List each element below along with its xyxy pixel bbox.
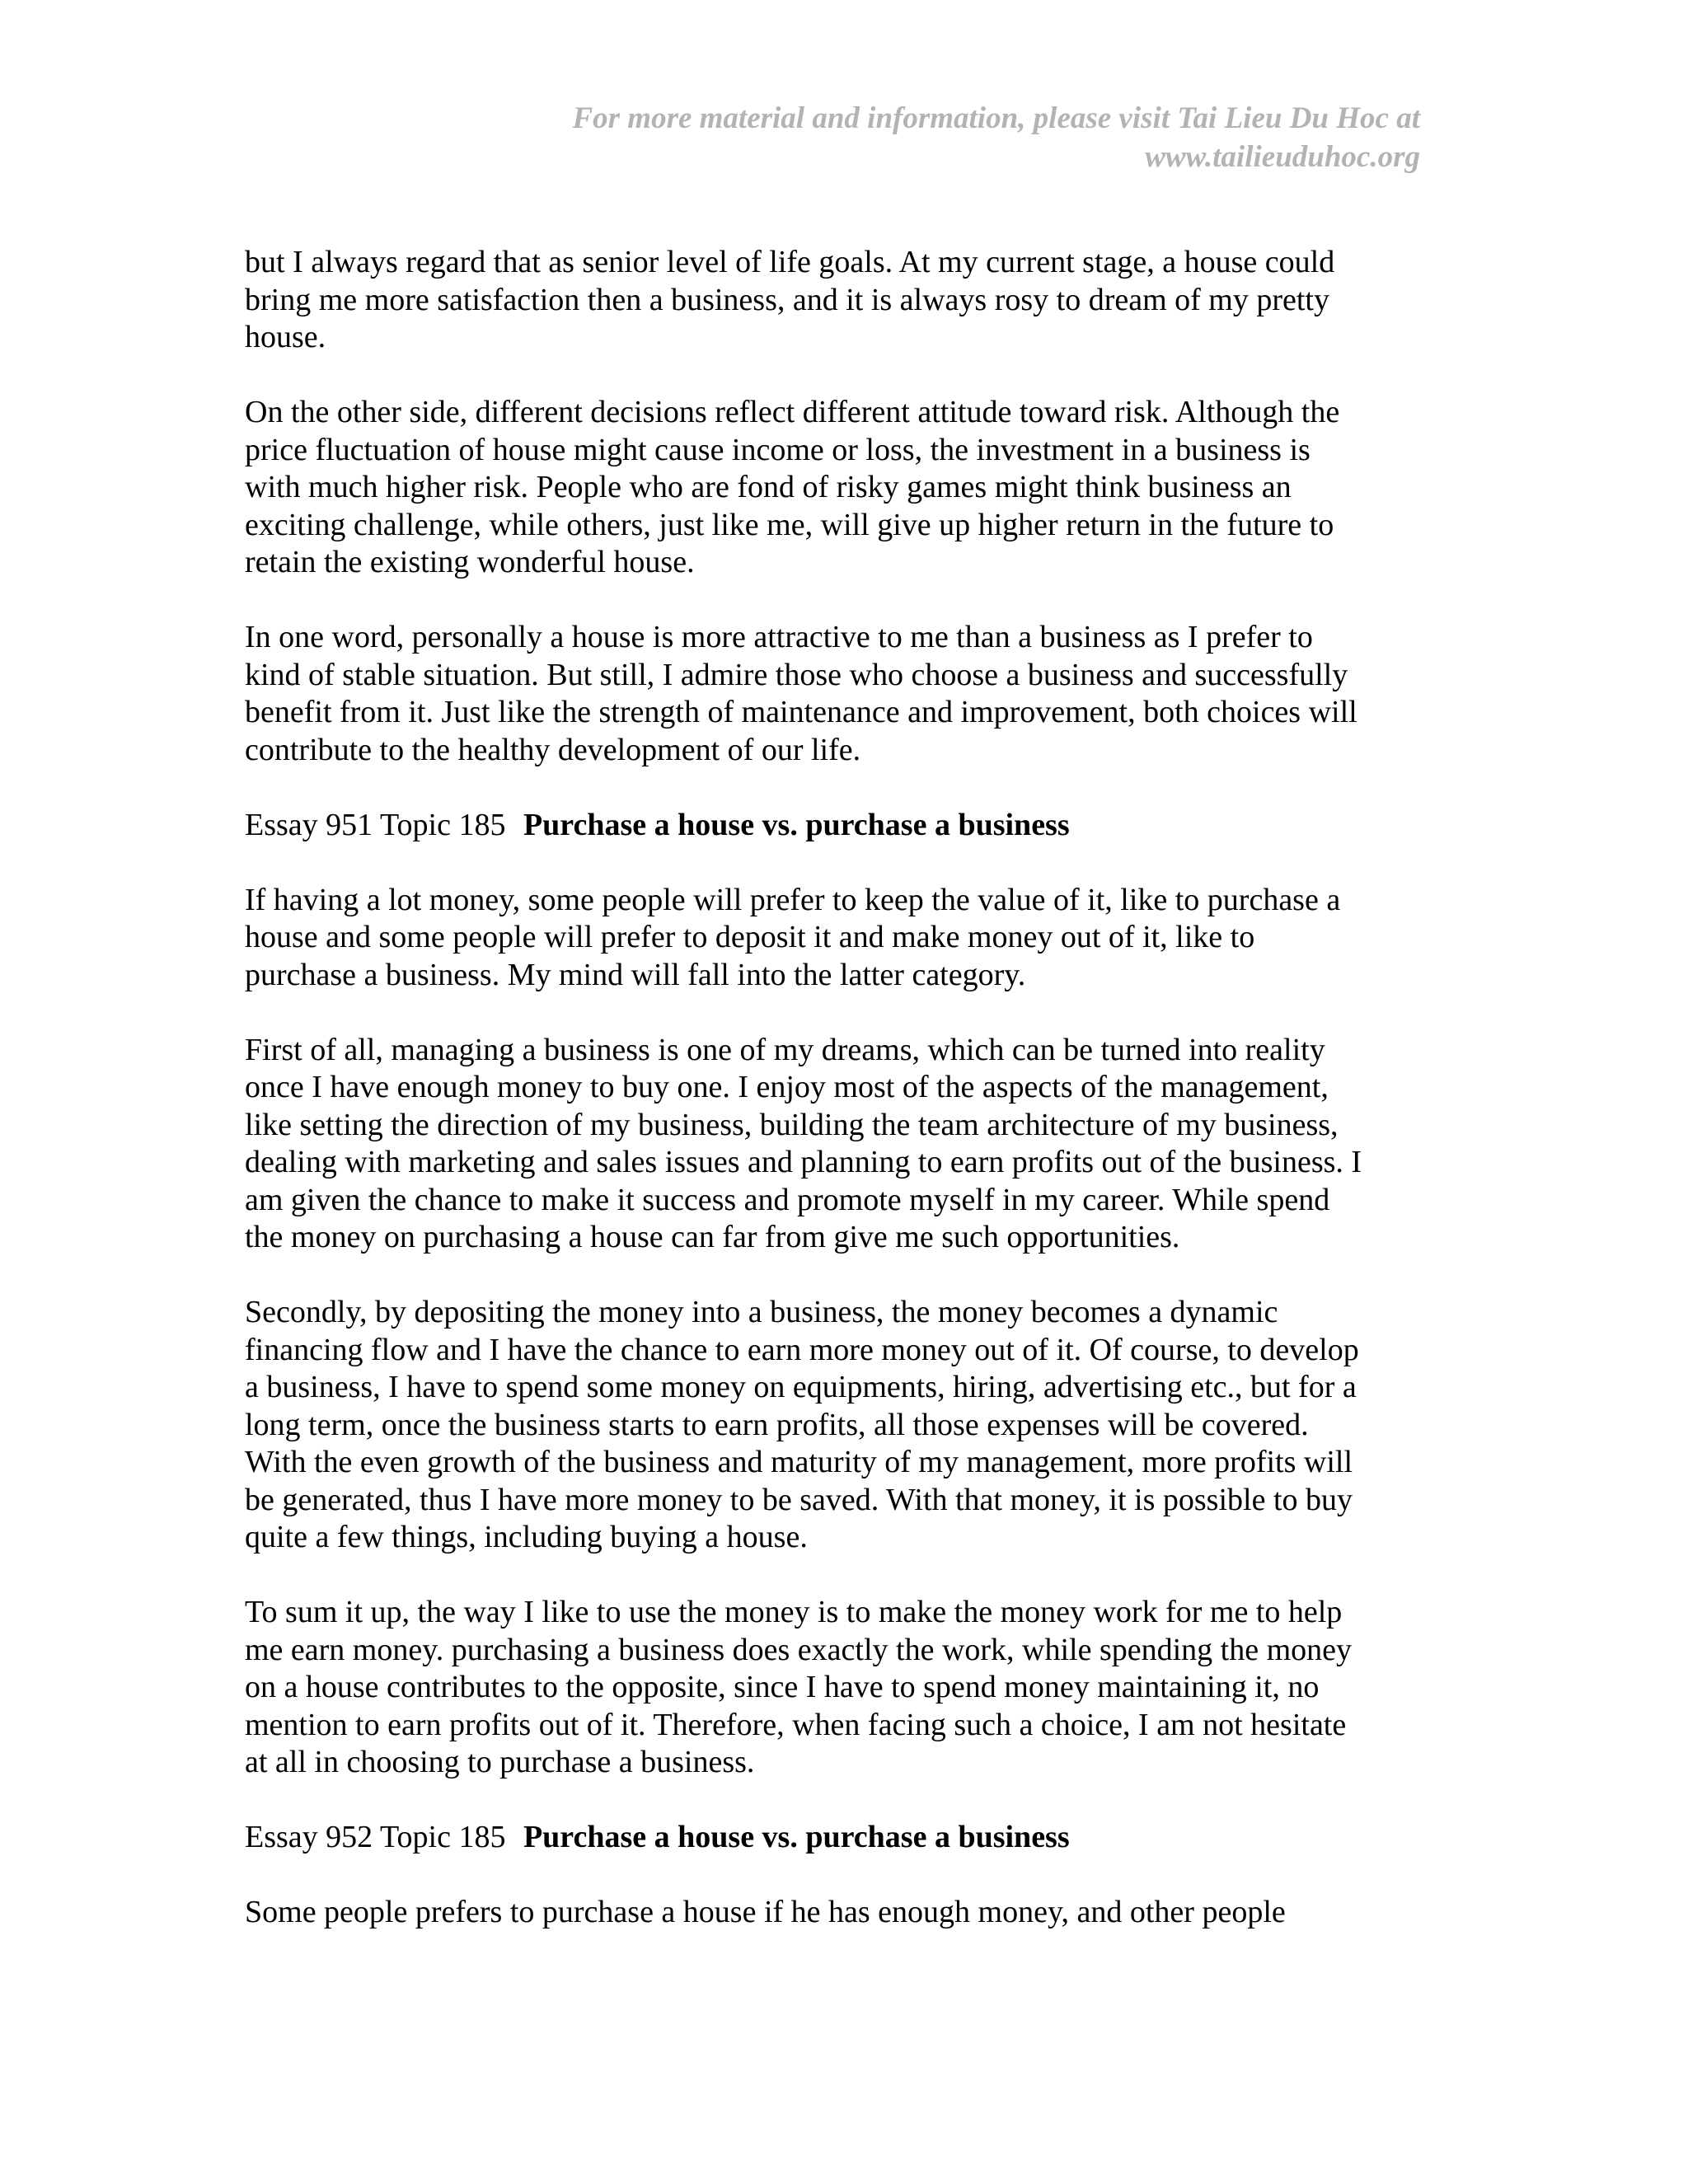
paragraph [245,244,1423,357]
paragraph-line: retain the existing wonderful house. [245,545,695,579]
paragraph-line: financing flow and I have the chance to earn more money out of it. Of course, to develop [245,1332,1359,1367]
paragraph-line: First of all, managing a business is one of my dreams, which can be turned into reality [245,1032,1325,1067]
essay-heading-952 [245,1819,1423,1857]
paragraph-line: kind of stable situation. But still, I admire those who choose a business and successfully [245,657,1348,692]
paragraph-line: contribute to the healthy development of our life. [245,732,861,767]
paragraph-line: at all in choosing to purchase a business. [245,1745,755,1779]
header-line-2: www.tailieuduhoc.org [1145,140,1420,174]
paragraph-line: mention to earn profits out of it. Therefore, when facing such a choice, I am not hesitate [245,1707,1347,1742]
essay-label: Essay 952 Topic 185 [245,1820,506,1854]
paragraph-line: On the other side, different decisions reflect different attitude toward risk. Although the [245,395,1340,429]
paragraph-line: benefit from it. Just like the strength of maintenance and improvement, both choices will [245,695,1357,729]
paragraph-line: be generated, thus I have more money to be saved. With that money, it is possible to buy [245,1482,1353,1517]
paragraph-line: bring me more satisfaction then a business, and it is always rosy to dream of my pretty [245,282,1329,317]
paragraph-line: with much higher risk. People who are fond of risky games might think business an [245,470,1292,504]
paragraph-line: a business, I have to spend some money on equipments, hiring, advertising etc., but for a [245,1370,1357,1404]
paragraph-line: With the even growth of the business and maturity of my management, more profits will [245,1445,1353,1479]
paragraph-line: quite a few things, including buying a house. [245,1520,808,1554]
paragraph-line: am given the chance to make it success and promote myself in my career. While spend [245,1182,1330,1217]
paragraph-line: In one word, personally a house is more attractive to me than a business as I prefer to [245,620,1313,654]
paragraph-line: long term, once the business starts to earn profits, all those expenses will be covered. [245,1407,1309,1442]
paragraph-line: purchase a business. My mind will fall into the latter category. [245,957,1026,992]
essay-label: Essay 951 Topic 185 [245,807,506,842]
paragraph-line: once I have enough money to buy one. I enjoy most of the aspects of the management, [245,1070,1329,1104]
paragraph-line: but I always regard that as senior level of life goals. At my current stage, a house could [245,245,1335,279]
header-line-1: For more material and information, please visit Tai Lieu Du Hoc at [572,101,1420,135]
paragraph [245,882,1423,995]
paragraph-line: like setting the direction of my business, building the team architecture of my business, [245,1107,1339,1142]
paragraph-line: exciting challenge, while others, just like me, will give up higher return in the future to [245,507,1334,542]
paragraph-line: house. [245,320,326,354]
paragraph-line: To sum it up, the way I like to use the money is to make the money work for me to help [245,1595,1343,1629]
paragraph [245,1032,1423,1257]
paragraph-line: Secondly, by depositing the money into a business, the money becomes a dynamic [245,1295,1278,1329]
paragraph-line: If having a lot money, some people will prefer to keep the value of it, like to purchase a [245,882,1341,917]
paragraph [245,1594,1423,1782]
header-note [431,99,1420,176]
paragraph-line: on a house contributes to the opposite, since I have to spend money maintaining it, no [245,1670,1320,1704]
paragraph [245,394,1423,582]
paragraph-line: price fluctuation of house might cause income or loss, the investment in a business is [245,432,1311,467]
essay-title: Purchase a house vs. purchase a business [523,1820,1070,1854]
paragraph-line: dealing with marketing and sales issues and planning to earn profits out of the business. I [245,1145,1362,1179]
paragraph-line: me earn money. purchasing a business does exactly the work, while spending the money [245,1632,1353,1667]
paragraph-line: the money on purchasing a house can far from give me such opportunities. [245,1220,1180,1254]
paragraph [245,1894,1423,1932]
essay-content [245,244,1423,1969]
essay-title: Purchase a house vs. purchase a business [523,807,1070,842]
paragraph-line: house and some people will prefer to deposit it and make money out of it, like to [245,920,1255,954]
paragraph-line: Some people prefers to purchase a house if he has enough money, and other people [245,1895,1286,1929]
paragraph [245,619,1423,769]
paragraph [245,1294,1423,1557]
essay-heading-951 [245,807,1423,845]
